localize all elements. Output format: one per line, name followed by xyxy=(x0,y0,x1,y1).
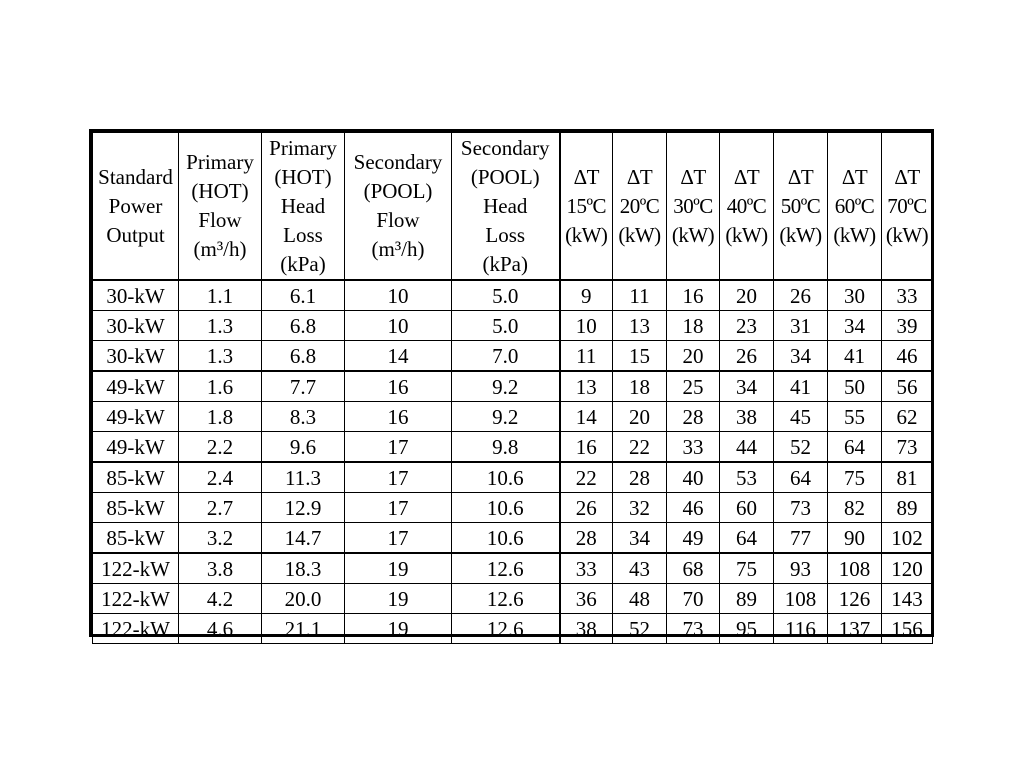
cell-dt30: 20 xyxy=(667,341,720,372)
cell-primary_loss: 6.8 xyxy=(262,311,345,341)
cell-dt20: 11 xyxy=(613,280,667,311)
column-header-line: 70ºC xyxy=(887,193,927,218)
cell-dt40: 53 xyxy=(720,462,774,493)
cell-dt60: 108 xyxy=(828,553,882,584)
cell-primary_loss: 11.3 xyxy=(262,462,345,493)
column-header-dt50 xyxy=(774,133,828,281)
column-header-line: (kW) xyxy=(885,222,929,247)
cell-dt50: 52 xyxy=(774,432,828,463)
table-row xyxy=(93,341,933,372)
cell-dt30: 18 xyxy=(667,311,720,341)
cell-dt60: 126 xyxy=(828,584,882,614)
cell-dt40: 60 xyxy=(720,493,774,523)
cell-power: 49-kW xyxy=(93,432,179,463)
cell-secondary_flow: 16 xyxy=(345,371,452,402)
cell-secondary_flow: 19 xyxy=(345,584,452,614)
cell-secondary_flow: 10 xyxy=(345,311,452,341)
cell-dt70: 33 xyxy=(882,280,933,311)
cell-primary_flow: 1.1 xyxy=(179,280,262,311)
cell-secondary_loss: 12.6 xyxy=(452,584,560,614)
table-row xyxy=(93,462,933,493)
cell-dt50: 45 xyxy=(774,402,828,432)
cell-primary_flow: 4.2 xyxy=(179,584,262,614)
cell-dt70: 81 xyxy=(882,462,933,493)
cell-dt20: 15 xyxy=(613,341,667,372)
cell-dt30: 16 xyxy=(667,280,720,311)
column-header-line: 20ºC xyxy=(619,193,660,218)
cell-dt50: 77 xyxy=(774,523,828,554)
cell-dt50: 64 xyxy=(774,462,828,493)
column-header-dt20 xyxy=(613,133,667,281)
cell-power: 30-kW xyxy=(93,280,179,311)
cell-secondary_flow: 17 xyxy=(345,493,452,523)
column-header-line: (kW) xyxy=(671,222,715,247)
cell-dt40: 34 xyxy=(720,371,774,402)
cell-dt15: 11 xyxy=(560,341,613,372)
cell-secondary_loss: 7.0 xyxy=(452,341,560,372)
column-header-line: (kPa) xyxy=(482,251,528,276)
cell-secondary_flow: 19 xyxy=(345,553,452,584)
column-header-line: 60ºC xyxy=(834,193,875,218)
cell-dt50: 93 xyxy=(774,553,828,584)
table-row xyxy=(93,280,933,311)
cell-secondary_flow: 14 xyxy=(345,341,452,372)
cell-primary_flow: 1.3 xyxy=(179,311,262,341)
cell-primary_loss: 7.7 xyxy=(262,371,345,402)
cell-secondary_loss: 10.6 xyxy=(452,523,560,554)
column-header-line: Primary xyxy=(186,150,254,174)
cell-power: 49-kW xyxy=(93,371,179,402)
cell-secondary_flow: 17 xyxy=(345,432,452,463)
cell-primary_loss: 6.1 xyxy=(262,280,345,311)
cell-dt15: 26 xyxy=(560,493,613,523)
column-header-primary_loss xyxy=(262,133,345,281)
cell-dt60: 30 xyxy=(828,280,882,311)
column-header-dt15 xyxy=(560,133,613,281)
cell-secondary_loss: 10.6 xyxy=(452,493,560,523)
cell-dt20: 28 xyxy=(613,462,667,493)
cell-dt40: 23 xyxy=(720,311,774,341)
cell-secondary_loss: 12.6 xyxy=(452,614,560,644)
cell-dt50: 73 xyxy=(774,493,828,523)
cell-power: 30-kW xyxy=(93,311,179,341)
cell-dt60: 64 xyxy=(828,432,882,463)
cell-primary_flow: 1.6 xyxy=(179,371,262,402)
cell-dt70: 62 xyxy=(882,402,933,432)
cell-dt20: 32 xyxy=(613,493,667,523)
cell-secondary_flow: 17 xyxy=(345,462,452,493)
cell-dt15: 9 xyxy=(560,280,613,311)
cell-dt60: 55 xyxy=(828,402,882,432)
column-header-line: (m³/h) xyxy=(193,237,247,261)
column-header-line: Secondary xyxy=(460,135,550,160)
table-row xyxy=(93,584,933,614)
cell-dt15: 16 xyxy=(560,432,613,463)
cell-dt30: 49 xyxy=(667,523,720,554)
column-header-dt60 xyxy=(828,133,882,281)
cell-primary_loss: 12.9 xyxy=(262,493,345,523)
cell-dt50: 41 xyxy=(774,371,828,402)
table-row xyxy=(93,402,933,432)
column-header-dt40 xyxy=(720,133,774,281)
cell-dt30: 46 xyxy=(667,493,720,523)
cell-primary_loss: 14.7 xyxy=(262,523,345,554)
cell-primary_flow: 1.8 xyxy=(179,402,262,432)
column-header-line: Loss xyxy=(283,222,323,247)
cell-primary_flow: 2.7 xyxy=(179,493,262,523)
cell-secondary_flow: 10 xyxy=(345,280,452,311)
cell-dt20: 18 xyxy=(613,371,667,402)
column-header-line: (kW) xyxy=(833,222,876,247)
table-row xyxy=(93,311,933,341)
table-body xyxy=(93,280,933,644)
cell-dt30: 25 xyxy=(667,371,720,402)
cell-dt70: 73 xyxy=(882,432,933,463)
cell-power: 85-kW xyxy=(93,462,179,493)
cell-dt60: 34 xyxy=(828,311,882,341)
column-header-line: ΔT xyxy=(841,164,868,189)
cell-dt15: 28 xyxy=(560,523,613,554)
cell-dt30: 73 xyxy=(667,614,720,644)
cell-power: 85-kW xyxy=(93,523,179,554)
cell-primary_loss: 9.6 xyxy=(262,432,345,463)
cell-power: 85-kW xyxy=(93,493,179,523)
cell-primary_flow: 4.6 xyxy=(179,614,262,644)
cell-dt20: 22 xyxy=(613,432,667,463)
table-row xyxy=(93,493,933,523)
column-header-primary_flow xyxy=(179,133,262,281)
column-header-dt70 xyxy=(882,133,933,281)
column-header-line: (kW) xyxy=(618,222,661,247)
table-row xyxy=(93,371,933,402)
cell-secondary_loss: 10.6 xyxy=(452,462,560,493)
cell-secondary_loss: 5.0 xyxy=(452,311,560,341)
cell-power: 122-kW xyxy=(93,614,179,644)
cell-primary_loss: 20.0 xyxy=(262,584,345,614)
cell-secondary_loss: 9.2 xyxy=(452,402,560,432)
column-header-line: ΔT xyxy=(680,164,706,189)
table-row xyxy=(93,523,933,554)
heat-exchanger-specification-table xyxy=(92,132,933,644)
cell-power: 30-kW xyxy=(93,341,179,372)
column-header-line: (kW) xyxy=(779,222,822,247)
column-header-line: (POOL) xyxy=(470,164,540,189)
cell-dt60: 82 xyxy=(828,493,882,523)
cell-dt15: 38 xyxy=(560,614,613,644)
cell-dt40: 26 xyxy=(720,341,774,372)
cell-dt70: 102 xyxy=(882,523,933,554)
cell-dt15: 14 xyxy=(560,402,613,432)
column-header-line: Secondary xyxy=(353,150,443,174)
column-header-secondary_loss xyxy=(452,133,560,281)
cell-dt70: 143 xyxy=(882,584,933,614)
cell-dt70: 56 xyxy=(882,371,933,402)
cell-dt20: 13 xyxy=(613,311,667,341)
cell-secondary_loss: 9.8 xyxy=(452,432,560,463)
cell-dt15: 36 xyxy=(560,584,613,614)
cell-dt50: 116 xyxy=(774,614,828,644)
cell-dt50: 31 xyxy=(774,311,828,341)
cell-dt60: 90 xyxy=(828,523,882,554)
column-header-line: 15ºC xyxy=(566,193,607,218)
cell-secondary_loss: 9.2 xyxy=(452,371,560,402)
column-header-line: ΔT xyxy=(787,164,814,189)
cell-secondary_loss: 5.0 xyxy=(452,280,560,311)
cell-dt40: 38 xyxy=(720,402,774,432)
cell-dt20: 43 xyxy=(613,553,667,584)
cell-primary_flow: 3.8 xyxy=(179,553,262,584)
cell-dt50: 26 xyxy=(774,280,828,311)
cell-dt70: 46 xyxy=(882,341,933,372)
column-header-line: Power xyxy=(108,193,163,218)
table-row xyxy=(93,553,933,584)
table-row xyxy=(93,432,933,463)
column-header-line: 30ºC xyxy=(673,193,713,218)
cell-dt20: 48 xyxy=(613,584,667,614)
cell-dt40: 95 xyxy=(720,614,774,644)
cell-primary_flow: 2.2 xyxy=(179,432,262,463)
cell-dt15: 10 xyxy=(560,311,613,341)
cell-dt50: 34 xyxy=(774,341,828,372)
cell-dt20: 52 xyxy=(613,614,667,644)
column-header-line: (kPa) xyxy=(280,251,326,276)
cell-dt20: 20 xyxy=(613,402,667,432)
cell-dt40: 75 xyxy=(720,553,774,584)
column-header-line: (HOT) xyxy=(191,179,249,203)
cell-primary_loss: 8.3 xyxy=(262,402,345,432)
table-row xyxy=(93,614,933,644)
column-header-line: 50ºC xyxy=(780,193,821,218)
cell-dt60: 50 xyxy=(828,371,882,402)
cell-primary_loss: 6.8 xyxy=(262,341,345,372)
column-header-line: Output xyxy=(106,222,165,247)
cell-secondary_flow: 19 xyxy=(345,614,452,644)
column-header-line: Flow xyxy=(198,208,242,232)
cell-secondary_loss: 12.6 xyxy=(452,553,560,584)
cell-dt70: 89 xyxy=(882,493,933,523)
column-header-dt30 xyxy=(667,133,720,281)
column-header-line: Head xyxy=(483,193,528,218)
cell-dt15: 13 xyxy=(560,371,613,402)
column-header-secondary_flow xyxy=(345,133,452,281)
cell-dt40: 64 xyxy=(720,523,774,554)
column-header-line: (HOT) xyxy=(274,164,332,189)
column-header-line: (m³/h) xyxy=(371,237,425,261)
cell-dt60: 137 xyxy=(828,614,882,644)
cell-dt30: 33 xyxy=(667,432,720,463)
column-header-line: ΔT xyxy=(894,164,920,189)
column-header-line: ΔT xyxy=(573,164,599,189)
specification-table-container xyxy=(89,129,934,641)
cell-dt70: 120 xyxy=(882,553,933,584)
cell-primary_flow: 2.4 xyxy=(179,462,262,493)
cell-power: 49-kW xyxy=(93,402,179,432)
column-header-line: Flow xyxy=(376,208,420,232)
cell-dt40: 20 xyxy=(720,280,774,311)
cell-power: 122-kW xyxy=(93,584,179,614)
column-header-line: Head xyxy=(280,193,326,218)
column-header-line: (kW) xyxy=(565,222,608,247)
cell-primary_flow: 1.3 xyxy=(179,341,262,372)
column-header-line: Standard xyxy=(98,164,173,189)
cell-primary_loss: 21.1 xyxy=(262,614,345,644)
cell-dt30: 68 xyxy=(667,553,720,584)
cell-dt60: 41 xyxy=(828,341,882,372)
cell-power: 122-kW xyxy=(93,553,179,584)
column-header-line: Primary xyxy=(269,135,337,160)
column-header-line: Loss xyxy=(485,222,526,247)
cell-dt50: 108 xyxy=(774,584,828,614)
column-header-line: (POOL) xyxy=(363,179,433,203)
cell-dt30: 28 xyxy=(667,402,720,432)
column-header-line: ΔT xyxy=(626,164,653,189)
cell-dt40: 44 xyxy=(720,432,774,463)
cell-secondary_flow: 16 xyxy=(345,402,452,432)
column-header-power xyxy=(93,133,179,281)
header-row xyxy=(93,133,933,281)
cell-dt60: 75 xyxy=(828,462,882,493)
cell-primary_loss: 18.3 xyxy=(262,553,345,584)
cell-dt70: 156 xyxy=(882,614,933,644)
cell-primary_flow: 3.2 xyxy=(179,523,262,554)
cell-dt15: 33 xyxy=(560,553,613,584)
cell-dt20: 34 xyxy=(613,523,667,554)
cell-dt40: 89 xyxy=(720,584,774,614)
cell-secondary_flow: 17 xyxy=(345,523,452,554)
cell-dt30: 70 xyxy=(667,584,720,614)
table-header xyxy=(93,133,933,281)
cell-dt70: 39 xyxy=(882,311,933,341)
column-header-line: ΔT xyxy=(733,164,760,189)
cell-dt15: 22 xyxy=(560,462,613,493)
column-header-line: 40ºC xyxy=(726,193,767,218)
cell-dt30: 40 xyxy=(667,462,720,493)
column-header-line: (kW) xyxy=(725,222,768,247)
